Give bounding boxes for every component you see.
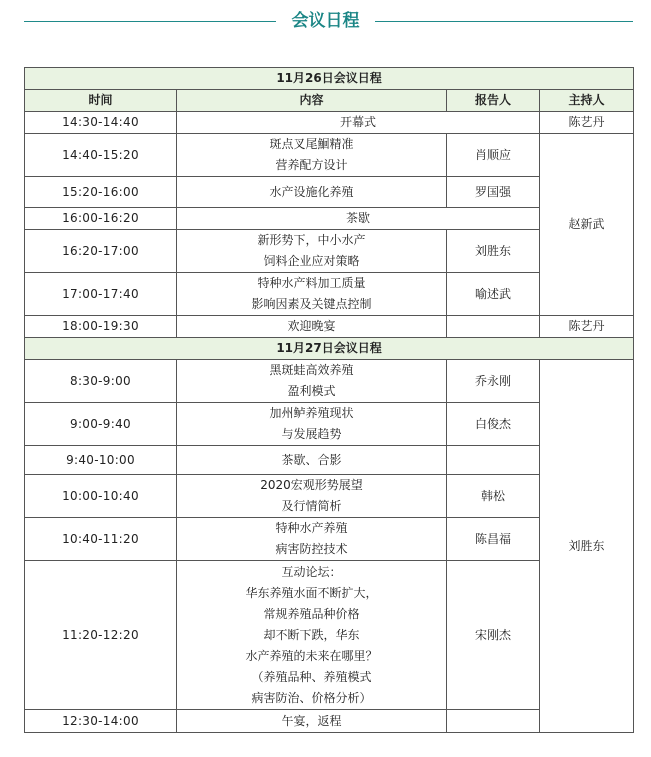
speaker-cell: 乔永刚 xyxy=(447,360,540,403)
speaker-cell: 肖顺应 xyxy=(447,134,540,177)
content-line: 与发展趋势 xyxy=(281,427,342,441)
content-cell xyxy=(177,360,447,403)
host-cell: 陈艺丹 xyxy=(540,112,634,134)
time-cell: 18:00-19:30 xyxy=(25,316,177,338)
content-cell xyxy=(177,710,447,733)
content-cell xyxy=(177,446,447,475)
time-cell: 9:00-9:40 xyxy=(25,403,177,446)
table-row xyxy=(25,360,634,403)
content-line: 水产养殖的未来在哪里？ xyxy=(245,648,378,663)
page-title: 会议日程 xyxy=(291,11,360,31)
content-cell xyxy=(177,518,447,561)
time-cell: 8:30-9:00 xyxy=(25,360,177,403)
content-cell xyxy=(177,208,540,230)
content-line: 病害防治、价格分析） xyxy=(251,690,372,705)
table-row xyxy=(25,316,634,338)
content-line: 茶歇、合影 xyxy=(281,452,342,467)
table-row xyxy=(25,112,634,134)
time-cell: 10:40-11:20 xyxy=(25,518,177,561)
content-line: 华东养殖水面不断扩大， xyxy=(245,585,378,600)
time-cell: 14:40-15:20 xyxy=(25,134,177,177)
content-line: 营养配方设计 xyxy=(275,158,348,172)
content-line: 黑斑蛙高效养殖 xyxy=(269,363,354,377)
speaker-cell xyxy=(447,316,540,338)
content-line: 茶歇 xyxy=(345,211,370,225)
time-cell: 15:20-16:00 xyxy=(25,177,177,208)
speaker-cell xyxy=(447,446,540,475)
day1-title: 11月26日会议日程 xyxy=(25,68,634,90)
content-line: 特种水产料加工质量 xyxy=(257,276,366,290)
content-cell xyxy=(177,316,447,338)
time-cell: 12:30-14:00 xyxy=(25,710,177,733)
content-cell xyxy=(177,403,447,446)
speaker-cell: 宋刚杰 xyxy=(447,561,540,710)
content-cell xyxy=(177,561,447,710)
speaker-cell: 白俊杰 xyxy=(447,403,540,446)
time-cell: 10:00-10:40 xyxy=(25,475,177,518)
content-cell xyxy=(177,475,447,518)
col-header-speaker: 报告人 xyxy=(447,90,540,112)
content-cell xyxy=(177,177,447,208)
content-line: 病害防控技术 xyxy=(275,542,348,556)
content-cell xyxy=(177,112,540,134)
content-line: 欢迎晚宴 xyxy=(287,319,336,333)
table-row xyxy=(25,134,634,177)
host-cell: 刘胜东 xyxy=(540,360,634,733)
time-cell: 9:40-10:00 xyxy=(25,446,177,475)
col-header-host: 主持人 xyxy=(540,90,634,112)
content-line: 常规养殖品种价格 xyxy=(263,606,360,621)
day1-title-row xyxy=(25,68,634,90)
content-line: 特种水产养殖 xyxy=(275,521,348,535)
content-line: 2020宏观形势展望 xyxy=(260,478,363,492)
host-cell: 陈艺丹 xyxy=(540,316,634,338)
content-cell xyxy=(177,134,447,177)
content-cell xyxy=(177,273,447,316)
speaker-cell: 韩松 xyxy=(447,475,540,518)
header-divider-left xyxy=(24,21,276,22)
content-line: 加州鲈养殖现状 xyxy=(269,406,354,420)
time-cell: 16:20-17:00 xyxy=(25,230,177,273)
speaker-cell: 陈昌福 xyxy=(447,518,540,561)
page-header xyxy=(0,0,651,44)
time-cell: 11:20-12:20 xyxy=(25,561,177,710)
host-cell: 赵新武 xyxy=(540,134,634,316)
speaker-cell xyxy=(447,710,540,733)
schedule-table xyxy=(24,67,634,733)
col-header-time: 时间 xyxy=(25,90,177,112)
content-line: 盈利模式 xyxy=(287,384,336,398)
column-header-row xyxy=(25,90,634,112)
content-line: 互动论坛： xyxy=(281,564,342,579)
content-line: （养殖品种、养殖模式 xyxy=(251,669,372,684)
content-line: 开幕式 xyxy=(339,115,376,129)
content-line: 斑点叉尾鮰精准 xyxy=(269,137,354,151)
content-line: 水产设施化养殖 xyxy=(269,184,354,199)
content-line: 及行情简析 xyxy=(281,499,342,513)
header-divider-right xyxy=(375,21,633,22)
content-cell xyxy=(177,230,447,273)
day2-title: 11月27日会议日程 xyxy=(25,338,634,360)
content-line: 饲料企业应对策略 xyxy=(263,254,360,268)
speaker-cell: 喻述武 xyxy=(447,273,540,316)
content-line: 却不断下跌，华东 xyxy=(263,627,360,642)
time-cell: 14:30-14:40 xyxy=(25,112,177,134)
content-line: 影响因素及关键点控制 xyxy=(251,297,372,311)
time-cell: 16:00-16:20 xyxy=(25,208,177,230)
speaker-cell: 刘胜东 xyxy=(447,230,540,273)
speaker-cell: 罗国强 xyxy=(447,177,540,208)
col-header-content: 内容 xyxy=(177,90,447,112)
day2-title-row xyxy=(25,338,634,360)
time-cell: 17:00-17:40 xyxy=(25,273,177,316)
content-line: 新形势下，中小水产 xyxy=(257,233,366,247)
content-line: 午宴，返程 xyxy=(281,713,342,728)
